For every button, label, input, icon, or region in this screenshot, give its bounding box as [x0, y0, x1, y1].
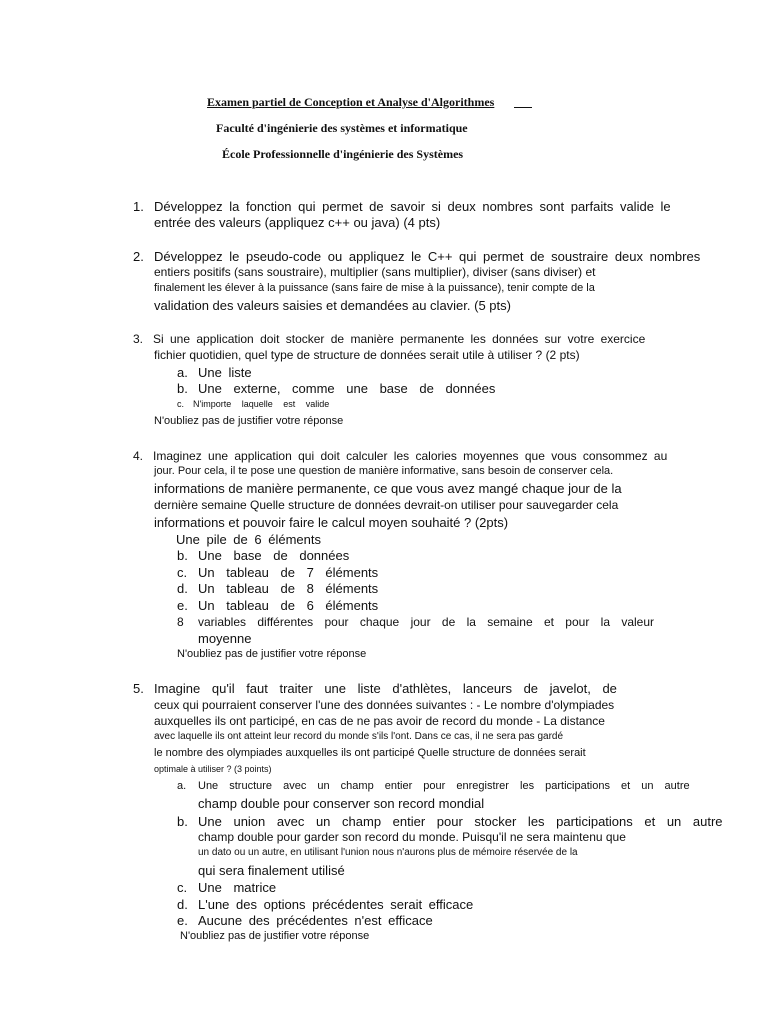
q3-number: 3.	[133, 332, 144, 346]
q4-justify-note: N'oubliez pas de justifier votre réponse	[177, 648, 367, 660]
q5-option-e: Aucune des précédentes n'est efficace	[198, 913, 433, 928]
q5-option-d: L'une des options précédentes serait efficace	[198, 897, 474, 912]
q4-line-5: informations et pouvoir faire le calcul moyen souhaité ? (2pts)	[154, 515, 509, 530]
q1-line-1: Développez la fonction qui permet de savoir si deux nombres sont parfaits valide le	[154, 199, 671, 214]
q5-line-4: avec laquelle ils ont atteint leur record du monde s'ils l'ont. Dans ce cas, il ne sera pas gardé	[154, 731, 564, 742]
q5-option-e-letter: e.	[177, 913, 188, 928]
q4-line-1: Imaginez une application qui doit calculer les calories moyennes que vous consommez au	[153, 449, 668, 463]
exam-title: Examen partiel de Conception et Analyse d'Algorithmes	[207, 95, 495, 109]
q5-line-6: optimale à utiliser ? (3 points)	[154, 764, 272, 774]
q4-line-3: informations de manière permanente, ce que vous avez mangé chaque jour de la	[154, 481, 622, 496]
q2-line-4: validation des valeurs saisies et demandées au clavier. (5 pts)	[154, 298, 511, 313]
q2-line-2: entiers positifs (sans soustraire), multiplier (sans multiplier), diviser (sans diviser) et	[154, 265, 596, 279]
q3-option-a-letter: a.	[177, 365, 188, 380]
q3-line-1: Si une application doit stocker de manière permanente les données sur votre exercice	[153, 332, 646, 346]
q4-option-f-line-1: variables différentes pour chaque jour de la semaine et pour la valeur	[198, 615, 655, 629]
q4-option-d-letter: d.	[177, 581, 188, 596]
q4-option-stack: Une pile de 6 éléments	[176, 532, 321, 547]
q5-option-b-letter: b.	[177, 814, 188, 829]
q4-option-f-number: 8	[177, 615, 184, 629]
q5-option-c: Une matrice	[198, 880, 277, 895]
q2-line-3: finalement les élever à la puissance (sans faire de mise à la puissance), tenir compte de la	[154, 282, 595, 294]
q5-line-3: auxquelles ils ont participé, en cas de ne pas avoir de record du monde - La distance	[154, 714, 605, 728]
q5-option-c-letter: c.	[177, 880, 188, 895]
q5-option-b-line-3: un dato ou un autre, en utilisant l'union nous n'aurons plus de mémoire réservée de la	[198, 847, 578, 858]
q4-number: 4.	[133, 449, 144, 463]
q4-option-e: Un tableau de 6 éléments	[198, 598, 379, 613]
faculty-name: Faculté d'ingénierie des systèmes et informatique	[216, 121, 468, 135]
q5-option-d-letter: d.	[177, 897, 188, 912]
q5-option-b-line-4: qui sera finalement utilisé	[198, 863, 345, 878]
q4-option-e-letter: e.	[177, 598, 188, 613]
q5-number: 5.	[133, 681, 144, 696]
q4-line-2: jour. Pour cela, il te pose une question de manière informative, sans besoin de conserver cela.	[154, 465, 614, 477]
q5-line-1: Imagine qu'il faut traiter une liste d'athlètes, lanceurs de javelot, de	[154, 681, 617, 696]
q3-option-c-letter: c.	[177, 399, 185, 409]
q5-option-a-line-2: champ double pour conserver son record mondial	[198, 796, 485, 811]
q3-line-2: fichier quotidien, quel type de structure de données serait utile à utiliser ? (2 pts)	[154, 348, 580, 362]
q2-number: 2.	[133, 249, 144, 264]
q5-justify-note: N'oubliez pas de justifier votre réponse	[180, 930, 370, 942]
q3-option-b-letter: b.	[177, 381, 188, 396]
q5-option-a-letter: a.	[177, 780, 187, 792]
q5-line-5: le nombre des olympiades auxquelles ils ont participé Quelle structure de données serait	[154, 747, 586, 759]
q4-option-b: Une base de données	[198, 548, 350, 563]
q2-line-1: Développez le pseudo-code ou appliquez le C++ qui permet de soustraire deux nombres	[154, 249, 701, 264]
title-underline-rule	[514, 107, 532, 108]
q5-line-2: ceux qui pourraient conserver l'une des données suivantes : - Le nombre d'olympiades	[154, 698, 615, 712]
q5-option-a-line-1: Une structure avec un champ entier pour enregistrer les participations et un autre	[198, 780, 690, 792]
q4-option-d: Un tableau de 8 éléments	[198, 581, 379, 596]
q3-option-a: Une liste	[198, 365, 252, 380]
q1-number: 1.	[133, 199, 144, 214]
school-name: École Professionnelle d'ingénierie des Systèmes	[222, 147, 464, 161]
q1-line-2: entrée des valeurs (appliquez c++ ou java) (4 pts)	[154, 215, 441, 230]
q4-option-f-line-2: moyenne	[198, 631, 252, 646]
q3-option-b: Une externe, comme une base de données	[198, 381, 496, 396]
q3-option-c: N'importe laquelle est valide	[193, 399, 330, 409]
q3-justify-note: N'oubliez pas de justifier votre réponse	[154, 415, 344, 427]
q4-line-4: dernière semaine Quelle structure de données devrait-on utiliser pour sauvegarder cela	[154, 498, 619, 512]
q4-option-b-letter: b.	[177, 548, 188, 563]
q4-option-c-letter: c.	[177, 565, 188, 580]
q4-option-c: Un tableau de 7 éléments	[198, 565, 379, 580]
q5-option-b-line-2: champ double pour garder son record du monde. Puisqu'il ne sera maintenu que	[198, 830, 626, 844]
q5-option-b-line-1: Une union avec un champ entier pour stocker les participations et un autre	[198, 814, 723, 829]
